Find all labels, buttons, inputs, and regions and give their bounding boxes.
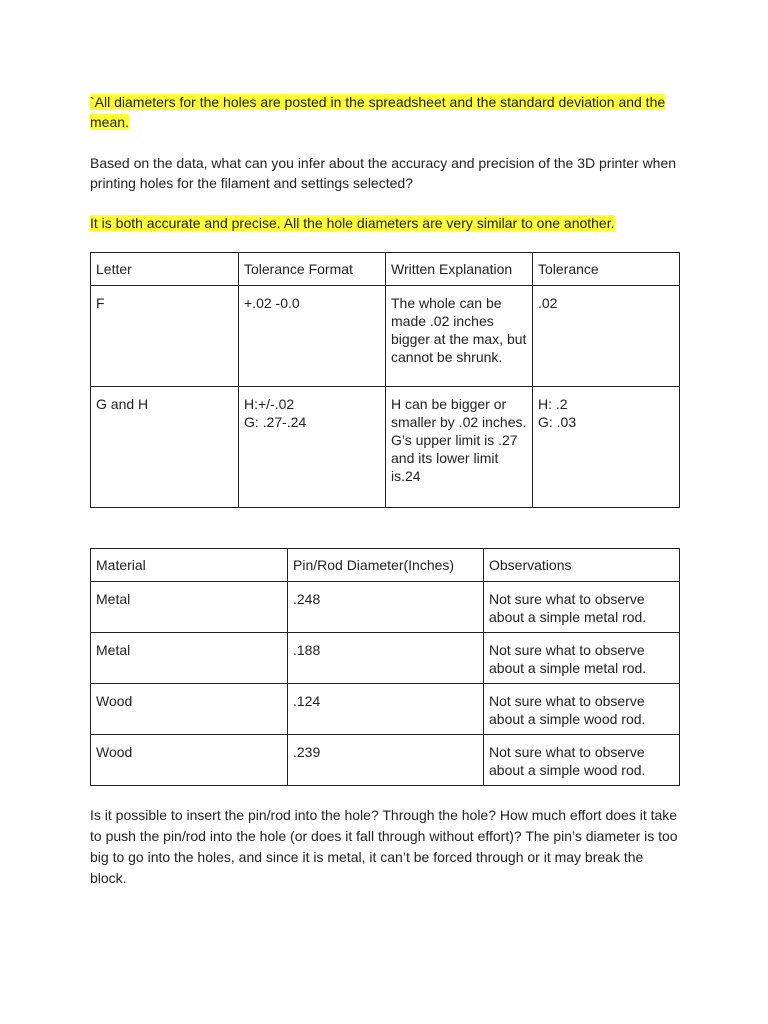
table-cell: +.02 -0.0 — [239, 286, 386, 387]
document-page — [90, 92, 680, 889]
table-cell: Metal — [91, 633, 288, 684]
table-header-row — [91, 253, 680, 286]
intro-paragraph — [90, 92, 680, 132]
closing-paragraph: Is it possible to insert the pin/rod into the hole? Through the hole? How much effort does it take to push the pin/rod into the hole (or does it fall through without effort)? The pin’s diameter is too big to go into the holes, and since it is metal, it can’t be forced through or it may break the block. — [90, 807, 678, 886]
table-cell: Wood — [91, 684, 288, 735]
table-row — [91, 286, 680, 387]
table-cell: G and H — [91, 387, 239, 508]
header-cell: Letter — [91, 253, 239, 286]
table-cell: H:+/-.02 G: .27-.24 — [239, 387, 386, 508]
table-cell: Not sure what to observe about a simple metal rod. — [484, 633, 680, 684]
table-cell: Not sure what to observe about a simple metal rod. — [484, 582, 680, 633]
table-cell: H can be bigger or smaller by .02 inches. G’s upper limit is .27 and its lower limit is.24 — [386, 387, 533, 508]
table-row — [91, 633, 680, 684]
table-cell: Metal — [91, 582, 288, 633]
table-cell: .124 — [288, 684, 484, 735]
table-cell: .02 — [533, 286, 680, 387]
table-row — [91, 582, 680, 633]
table-row — [91, 387, 680, 508]
table-cell: H: .2 G: .03 — [533, 387, 680, 508]
answer-paragraph — [90, 213, 680, 233]
header-cell: Material — [91, 549, 288, 582]
table-cell: Not sure what to observe about a simple wood rod. — [484, 735, 680, 786]
table-cell: Not sure what to observe about a simple wood rod. — [484, 684, 680, 735]
question-paragraph: Based on the data, what can you infer about the accuracy and precision of the 3D printer when printing holes for the filament and settings selected? — [90, 155, 677, 191]
answer-highlight: It is both accurate and precise. All the hole diameters are very similar to one another. — [90, 215, 615, 231]
table-cell: The whole can be made .02 inches bigger at the max, but cannot be shrunk. — [386, 286, 533, 387]
table-row — [91, 735, 680, 786]
header-cell: Observations — [484, 549, 680, 582]
table-cell: .248 — [288, 582, 484, 633]
header-cell: Tolerance — [533, 253, 680, 286]
header-cell: Tolerance Format — [239, 253, 386, 286]
table-cell: Wood — [91, 735, 288, 786]
material-table — [90, 548, 680, 786]
table-cell: .239 — [288, 735, 484, 786]
intro-highlight: `All diameters for the holes are posted in the spreadsheet and the standard deviation and the mean. — [90, 94, 666, 130]
tolerance-table — [90, 252, 680, 508]
table-header-row — [91, 549, 680, 582]
header-cell: Pin/Rod Diameter(Inches) — [288, 549, 484, 582]
table-row — [91, 684, 680, 735]
table-cell: F — [91, 286, 239, 387]
table-cell: .188 — [288, 633, 484, 684]
header-cell: Written Explanation — [386, 253, 533, 286]
